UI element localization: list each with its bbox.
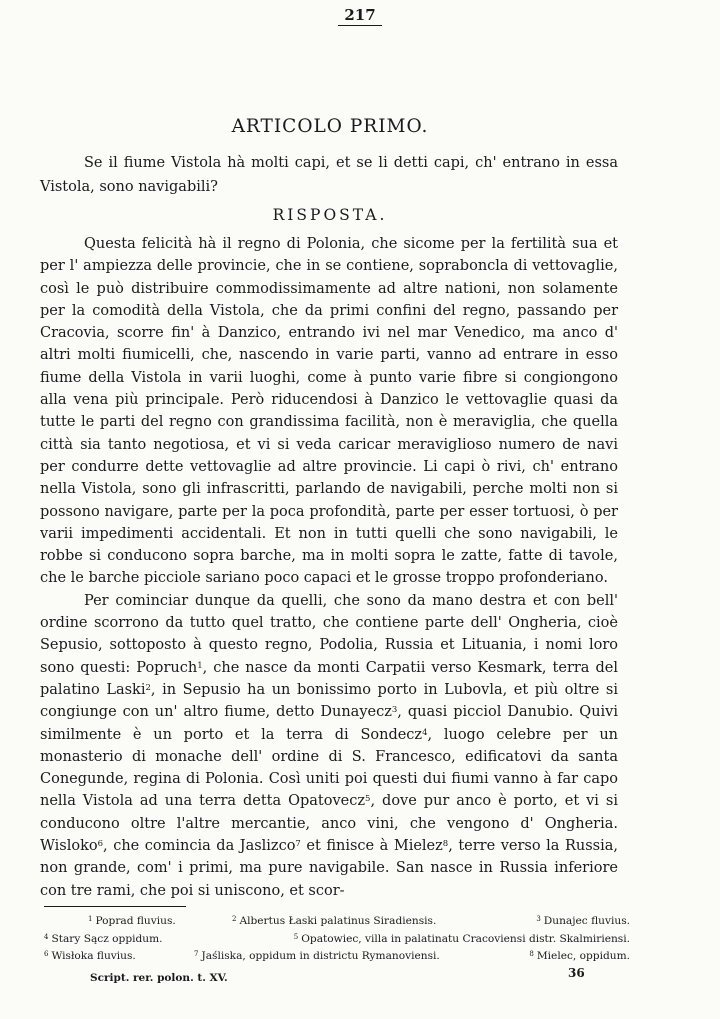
footnote-ref: 4 bbox=[422, 727, 428, 738]
text-run: , luogo celebre per un monasterio di monache dell' ordine di S. Francesco, edificatovi da santa Conegunde, regina di Polonia. Così uniti poi questi dui fiumi vanno à far capo nella Vistola ad una terra detta Opatovecz bbox=[40, 726, 619, 810]
footnote-item bbox=[232, 913, 436, 931]
footnote-row bbox=[44, 948, 630, 966]
footnote-ref: 5 bbox=[365, 794, 371, 805]
footnote-text: Opatowiec, villa in palatinatu Cracoviensi distr. Skalmiriensi. bbox=[301, 932, 630, 945]
body-paragraph-2 bbox=[40, 590, 618, 902]
footnote-number: 3 bbox=[536, 915, 541, 923]
printer-signature: Script. rer. polon. t. XV. bbox=[90, 972, 228, 984]
text-run: Per cominciar dunque da quelli, che sono da mano destra et con bell' ordine scorrono da tutto quel tratto, che contiene parte dell' Ongheria, cioè Sepusio, sottoposto à questo regno, Podolia, Russia et Lituania, i nomi loro sono questi: Popruch bbox=[40, 592, 618, 676]
footnote-number: 8 bbox=[529, 950, 534, 958]
text-run: , in Sepusio ha un bonissimo porto in Lubovla, et più oltre si congiunge con un' altro fiume, detto Dunayecz bbox=[40, 681, 618, 721]
footnote-item bbox=[44, 931, 163, 949]
text-run: , dove pur anco è porto, et vi si conducono oltre l'altre mercantie, anco vini, che vengono d' Ongheria. Wisloko bbox=[40, 793, 618, 855]
footnote-item bbox=[536, 913, 630, 931]
footnote-item bbox=[44, 948, 136, 966]
footnote-text: Poprad fluvius. bbox=[95, 915, 176, 927]
footnote-ref: 8 bbox=[442, 839, 449, 850]
footnote-item bbox=[88, 913, 176, 931]
footnote-text: Stary Sącz oppidum. bbox=[51, 932, 163, 945]
footnote-ref: 1 bbox=[197, 660, 203, 671]
footnote-ref: 3 bbox=[391, 705, 398, 716]
text-run: , quasi picciol Danubio. Quivi similmente è un porto et la terra di Sondecz bbox=[40, 704, 619, 743]
footnote-number: 5 bbox=[293, 932, 299, 941]
footnote-number: 6 bbox=[44, 950, 49, 958]
text-run: , terre verso la Russia, non grande, com' i primi, ma pure navigabile. San nasce in Russia inferiore con tre rami, che poi si uniscono, et scor- bbox=[40, 838, 618, 899]
footnote-ref: 2 bbox=[145, 682, 151, 693]
footnote-text: Albertus Łaski palatinus Siradiensis. bbox=[239, 915, 437, 927]
article-heading: ARTICOLO PRIMO. bbox=[231, 116, 429, 137]
question-paragraph: Se il fiume Vistola hà molti capi, et se li detti capi, ch' entrano in essa Vistola, sono navigabili? bbox=[40, 155, 618, 195]
footnote-item bbox=[294, 931, 630, 949]
footnote-row bbox=[44, 931, 630, 949]
text-run: , che comincia da Jaslizco bbox=[103, 838, 296, 855]
body-paragraph-1 bbox=[40, 233, 618, 590]
footnotes bbox=[44, 913, 630, 966]
text-run: Questa felicità hà il regno di Polonia, che sicome per la fertilità sua et per l' ampiezza delle provincie, che in se contiene, sopraboncla di vettovaglie, così le può distribuire commodissimamente ad altre nationi, non solamente per la comodità della Vistola, che da primi confini del regno, passando per Cracovia, scorre fin' à Danzico, entrando ivi nel mar Venedico, ma anco d' altri molti fiumicelli, che, nascendo in varie parti, vanno ad entrare in esso fiume della Vistola in varii luoghi, come à punto varie fibre si congiongono alla vena più principale. Però riducendosi à Danzico le vettovaglie quasi da tutte le parti del regno con grandissima facilità, non è meraviglia, che quella città sia tanto negotiosa, et vi si veda caricar meraviglioso numero de navi per condurre dette vettovaglie ad altre provincie. Li capi ò rivi, ch' entrano nella Vistola, sono gli infrascritti, parlando de navigabili, perche molti non si possono navigare, parte per la poca profondità, parte per esser tortuosi, ò per varii impedimenti accidentali. Et non in tutti quelli che sono navigabili, le robbe si conducono sopra barche, ma in molti sopra le zatte, fatte di tavole, che le barche picciole sariano poco capaci et le grosse troppo profonderiano. bbox=[40, 236, 618, 587]
footnote-item bbox=[529, 948, 630, 966]
footnote-text: Jaśliska, oppidum in districtu Rymanoviensi. bbox=[201, 950, 440, 962]
body-text bbox=[40, 233, 618, 902]
footnote-ref: 7 bbox=[295, 839, 301, 850]
question-text bbox=[40, 152, 618, 199]
text-run: , che nasce da monti Carpatii verso Kesmark, terra del palatino Laski bbox=[40, 659, 618, 698]
footnote-divider bbox=[44, 906, 186, 907]
footnote-text: Wisłoka fluvius. bbox=[51, 950, 136, 962]
footnote-number: 7 bbox=[194, 950, 199, 958]
text-run: et finisce à Mielez bbox=[300, 838, 443, 855]
footnote-number: 2 bbox=[232, 915, 237, 923]
answer-heading: RISPOSTA. bbox=[272, 206, 388, 224]
page-number: 217 bbox=[0, 6, 720, 26]
footnote-number: 1 bbox=[88, 915, 93, 923]
footnote-row bbox=[44, 913, 630, 931]
footnote-item bbox=[194, 948, 440, 966]
signature-folio: 36 bbox=[568, 966, 585, 980]
footnote-ref: 6 bbox=[97, 839, 104, 850]
footnote-number: 4 bbox=[44, 932, 49, 941]
footnote-text: Dunajec fluvius. bbox=[543, 915, 630, 927]
footnote-text: Mielec, oppidum. bbox=[536, 950, 630, 962]
